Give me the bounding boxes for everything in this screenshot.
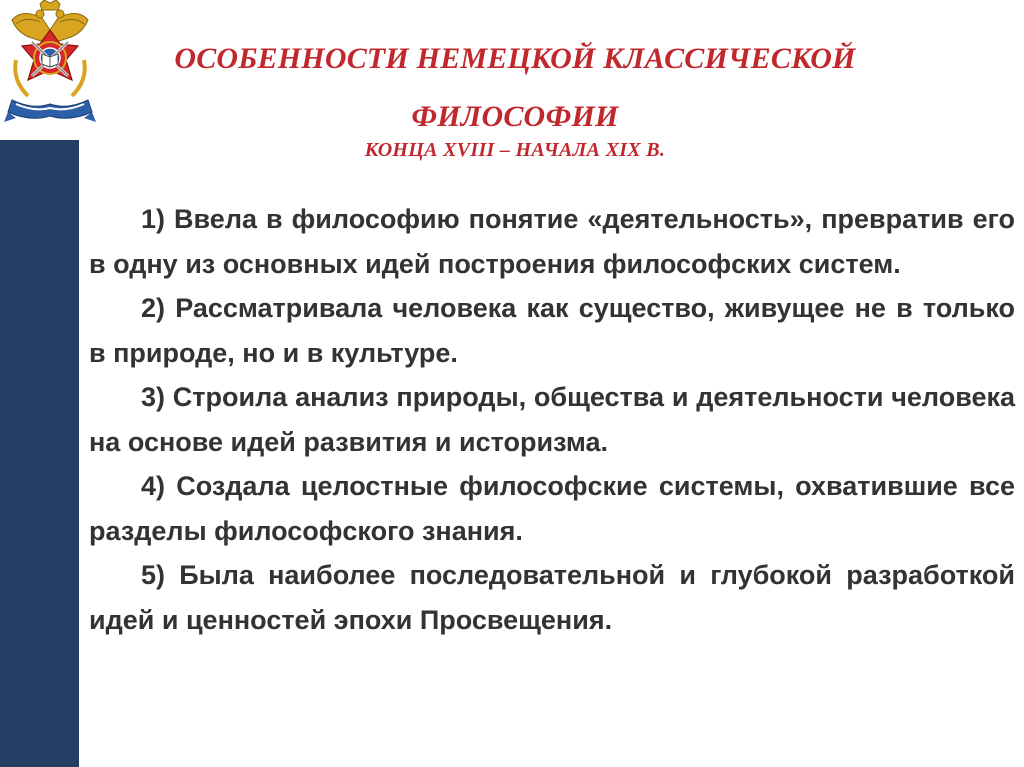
list-item: 5) Была наиболее последовательной и глубокой разработкой идей и ценностей эпохи Просвещения. [89,560,1015,635]
slide-subtitle: КОНЦА XVIII – НАЧАЛА XIX В. [364,139,666,161]
list-item: 1) Ввела в философию понятие «деятельность», превратив его в одну из основных идей построения философских систем. [89,204,1015,279]
slide-title-line-1: ОСОБЕННОСТИ НЕМЕЦКОЙ КЛАССИЧЕСКОЙ [174,42,856,75]
list-item: 3) Строила анализ природы, общества и деятельности человека на основе идей развития и историзма. [89,382,1015,457]
slide-content [89,197,1015,642]
slide-title-line-2: ФИЛОСОФИИ [411,100,619,133]
list-item: 2) Рассматривала человека как существо, живущее не в только в природе, но и в культуре. [89,293,1015,368]
academy-emblem-icon [2,0,98,132]
side-bar [0,140,79,767]
slide-title-block [100,44,930,162]
list-item: 4) Создала целостные философские системы, охватившие все разделы философского знания. [89,471,1015,546]
